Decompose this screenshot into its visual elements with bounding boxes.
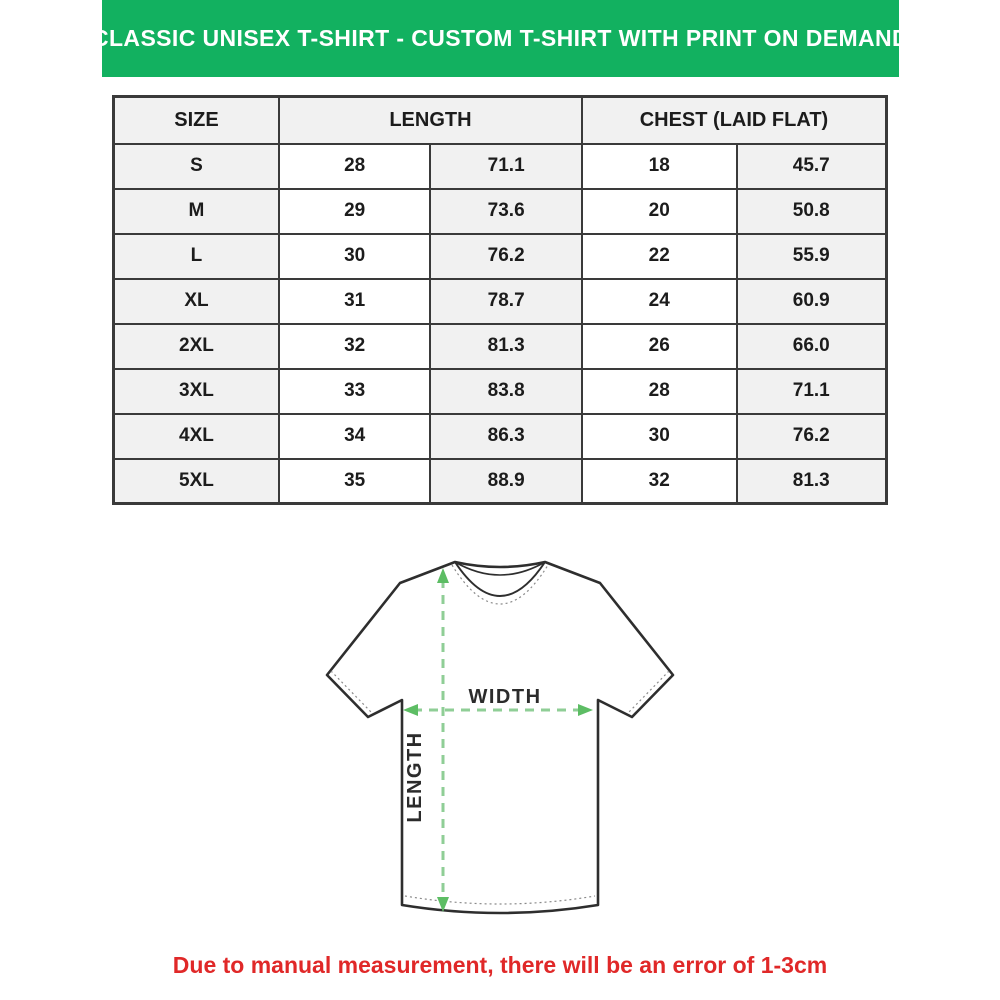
length-in: 29: [279, 189, 431, 234]
chest-in: 20: [582, 189, 737, 234]
length-cm: 81.3: [430, 324, 582, 369]
tshirt-measurement-diagram: [300, 545, 700, 930]
table-row: [114, 279, 887, 324]
chest-cm: 71.1: [737, 369, 887, 414]
table-row: [114, 369, 887, 414]
size-label: 4XL: [114, 414, 279, 459]
length-cm: 88.9: [430, 459, 582, 504]
size-label: XL: [114, 279, 279, 324]
length-cm: 73.6: [430, 189, 582, 234]
table-row: [114, 189, 887, 234]
column-header-size: SIZE: [114, 97, 279, 144]
table-row: [114, 459, 887, 504]
length-in: 31: [279, 279, 431, 324]
size-label: 5XL: [114, 459, 279, 504]
chest-in: 22: [582, 234, 737, 279]
chest-in: 32: [582, 459, 737, 504]
length-cm: 83.8: [430, 369, 582, 414]
chest-cm: 55.9: [737, 234, 887, 279]
column-header-chest: CHEST (LAID FLAT): [582, 97, 887, 144]
size-label: L: [114, 234, 279, 279]
length-in: 28: [279, 144, 431, 189]
length-in: 30: [279, 234, 431, 279]
chest-cm: 66.0: [737, 324, 887, 369]
table-row: [114, 324, 887, 369]
length-cm: 86.3: [430, 414, 582, 459]
column-header-length: LENGTH: [279, 97, 582, 144]
chest-in: 28: [582, 369, 737, 414]
chest-cm: 60.9: [737, 279, 887, 324]
tshirt-outline: [327, 562, 673, 913]
size-chart-table: [112, 95, 888, 505]
header-row: [114, 97, 887, 144]
size-label: 3XL: [114, 369, 279, 414]
size-label: 2XL: [114, 324, 279, 369]
size-label: S: [114, 144, 279, 189]
page-title: CLASSIC UNISEX T-SHIRT - CUSTOM T-SHIRT WITH PRINT ON DEMAND: [91, 25, 910, 51]
length-in: 35: [279, 459, 431, 504]
chest-in: 18: [582, 144, 737, 189]
measurement-error-note: Due to manual measurement, there will be an error of 1-3cm: [172, 952, 828, 978]
length-cm: 78.7: [430, 279, 582, 324]
table-row: [114, 234, 887, 279]
length-cm: 71.1: [430, 144, 582, 189]
title-banner: [91, 0, 910, 77]
width-label: WIDTH: [468, 686, 542, 708]
chest-cm: 50.8: [737, 189, 887, 234]
chest-cm: 81.3: [737, 459, 887, 504]
chest-in: 24: [582, 279, 737, 324]
table-row: [114, 414, 887, 459]
table-row: [114, 144, 887, 189]
chest-cm: 76.2: [737, 414, 887, 459]
chest-cm: 45.7: [737, 144, 887, 189]
chest-in: 30: [582, 414, 737, 459]
length-in: 34: [279, 414, 431, 459]
length-in: 32: [279, 324, 431, 369]
length-in: 33: [279, 369, 431, 414]
size-label: M: [114, 189, 279, 234]
chest-in: 26: [582, 324, 737, 369]
length-label: LENGTH: [404, 731, 426, 823]
length-cm: 76.2: [430, 234, 582, 279]
